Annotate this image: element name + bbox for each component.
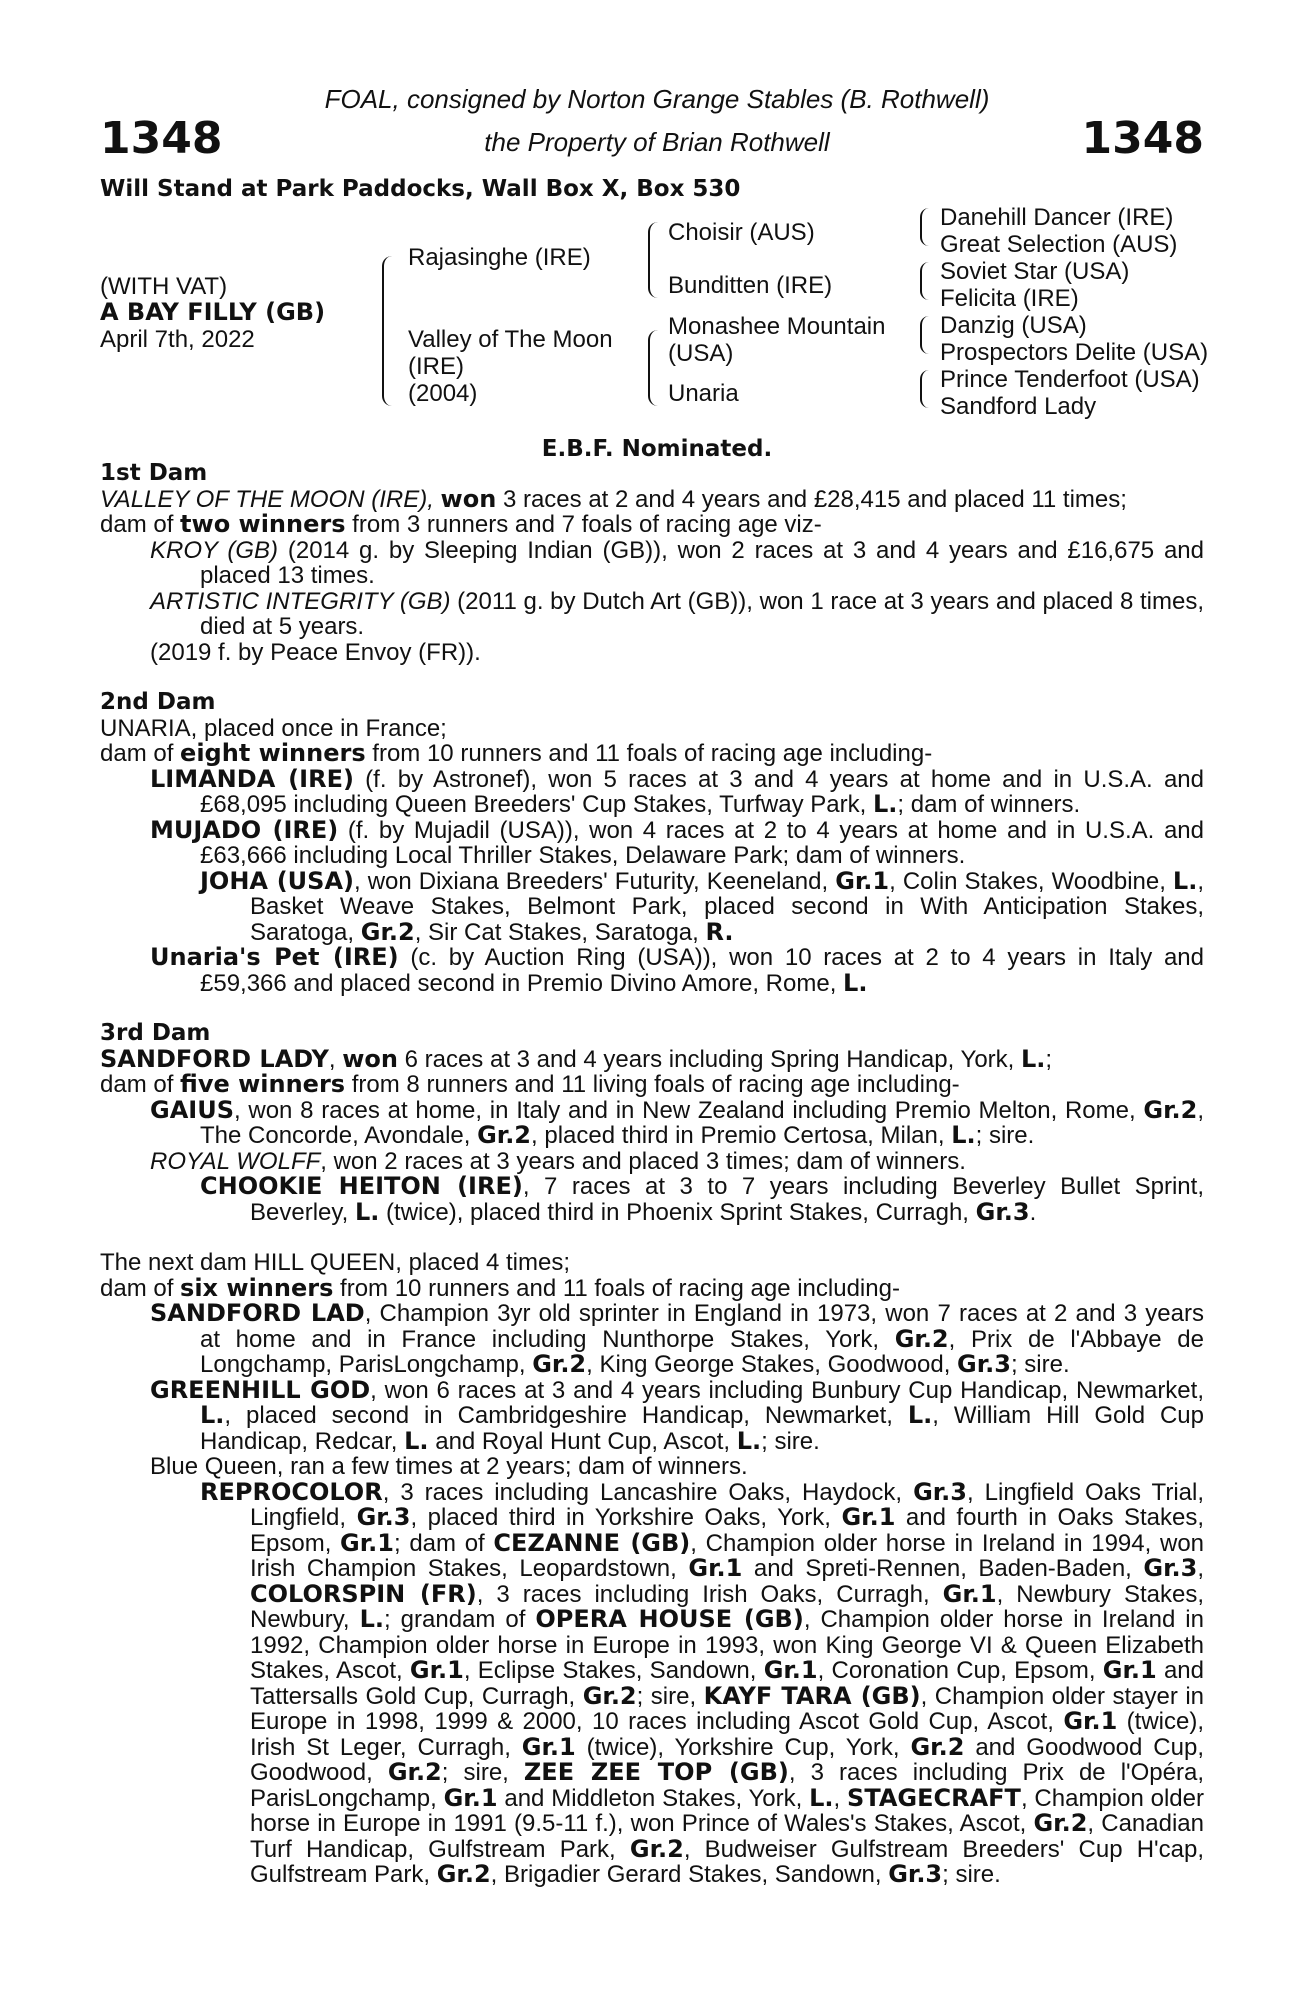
- race-grade: Gr.1: [1102, 1656, 1157, 1684]
- race-grade: Gr.1: [521, 1732, 576, 1761]
- text: , Sir Cat Stakes, Saratoga,: [414, 918, 706, 946]
- text: , William Hill Gold Cup Handicap, Redcar,: [200, 1402, 1204, 1455]
- horse-name: ROYAL WOLFF: [150, 1147, 321, 1175]
- pedigree-sd: Bunditten (IRE): [668, 272, 833, 299]
- race-grade: Gr.2: [387, 1758, 442, 1786]
- text: ; sire,: [441, 1759, 524, 1786]
- horse-name: SANDFORD LADY: [100, 1044, 329, 1073]
- text: , Colin Stakes, Woodbine,: [889, 867, 1173, 895]
- winners-count: eight winners: [180, 739, 366, 767]
- text: ; grandam of: [384, 1606, 536, 1633]
- text: , 7 races at 3 to 7 years including Beverley Bullet Sprint, Beverley,: [250, 1173, 1204, 1226]
- brace-gen1: [382, 256, 394, 406]
- race-grade: Gr.2: [1033, 1809, 1088, 1837]
- produce-royal-wolff: [150, 1149, 1204, 1175]
- pedigree-dam-year: (2004): [408, 380, 478, 407]
- race-grade: Gr.1: [340, 1528, 394, 1557]
- text: , placed third in Yorkshire Oaks, York,: [410, 1504, 842, 1531]
- text: and fourth in Oaks Stakes, Epsom,: [250, 1504, 1204, 1557]
- pedigree-ds-origin: (USA): [668, 340, 734, 367]
- race-grade: Gr.1: [1063, 1707, 1118, 1735]
- horse-name: LIMANDA (IRE): [150, 764, 354, 793]
- pedigree-sire: Rajasinghe (IRE): [408, 244, 591, 271]
- pedigree-dsd: Prospectors Delite (USA): [940, 339, 1209, 366]
- text: , Champion 3yr old sprinter in England in 1973, won 7 races at 2 and 3 years at home and in France including Nunthorpe Stakes, York,: [200, 1300, 1204, 1353]
- produce-reprocolor: [200, 1477, 1205, 1888]
- horse-name: COLORSPIN (FR): [250, 1579, 477, 1608]
- produce-limanda: [150, 764, 1205, 818]
- text: , Lingfield Oaks Trial, Lingfield,: [250, 1478, 1205, 1531]
- pedigree-dam: Valley of The Moon: [408, 326, 613, 353]
- horse-name: MUJADO (IRE): [150, 815, 339, 844]
- race-grade: Gr.2: [436, 1860, 491, 1888]
- won-label: won: [342, 1044, 398, 1073]
- first-dam-heading: 1st Dam: [100, 460, 208, 486]
- race-grade: Gr.2: [894, 1324, 949, 1353]
- pedigree-sds: Soviet Star (USA): [940, 258, 1130, 285]
- text: , Prix de l'Abbaye de Longchamp, ParisLongchamp,: [200, 1325, 1205, 1378]
- race-grade: Gr.2: [629, 1834, 684, 1863]
- horse-name: CEZANNE (GB): [493, 1528, 691, 1557]
- text: dam of: [100, 740, 181, 767]
- winners-count: two winners: [180, 510, 346, 538]
- first-dam-produce-summary: [100, 512, 1204, 538]
- produce-gaius: [150, 1095, 1204, 1149]
- text: , placed second in Cambridgeshire Handicap, Newmarket,: [224, 1402, 908, 1429]
- race-grade: L.: [809, 1783, 834, 1812]
- brace-ss: [920, 208, 929, 246]
- horse-name: KROY (GB): [150, 536, 279, 564]
- text: dam of: [100, 511, 181, 538]
- horse-name: GAIUS: [150, 1095, 234, 1124]
- text: ; sire.: [761, 1427, 820, 1455]
- text: (twice), Yorkshire Cup, York,: [575, 1733, 911, 1761]
- text: (2011 g. by Dutch Art (GB)), won 1 race at 3 years and placed 8 times, died at 5 years.: [200, 587, 1204, 640]
- second-dam-heading: 2nd Dam: [100, 689, 216, 715]
- horse-name: STAGECRAFT: [847, 1783, 1021, 1812]
- text: dam of: [100, 1071, 181, 1098]
- race-grade: Gr.3: [957, 1350, 1011, 1378]
- race-grade: L.: [1021, 1044, 1046, 1073]
- text: (twice), placed third in Phoenix Sprint Stakes, Curragh,: [379, 1198, 976, 1226]
- property-line: the Property of Brian Rothwell: [484, 127, 830, 157]
- race-grade: L.: [907, 1401, 933, 1429]
- race-grade: L.: [951, 1121, 976, 1149]
- text: , Champion older horse in Ireland in 1994, won Irish Champion Stakes, Leopardstown,: [250, 1529, 1205, 1582]
- text: from 3 runners and 7 foals of racing age viz-: [345, 511, 822, 538]
- race-grade: Gr.1: [443, 1783, 498, 1812]
- produce-mujado: [150, 815, 1204, 869]
- text: ,: [833, 1784, 848, 1812]
- produce-kroy: [150, 538, 1204, 589]
- text: ,: [1197, 1555, 1204, 1582]
- second-dam-line: UNARIA, placed once in France;: [100, 714, 447, 742]
- pedigree-ddd: Sandford Lady: [940, 393, 1097, 420]
- text: (twice), Irish St Leger, Curragh,: [250, 1708, 1205, 1761]
- text: , Budweiser Gulfstream Breeders' Cup H'cap, Gulfstream Park,: [250, 1835, 1204, 1888]
- text: , won 6 races at 3 and 4 years including Bunbury Cup Handicap, Newmarket,: [370, 1376, 1204, 1404]
- text: , 3 races including Lancashire Oaks, Haydock,: [382, 1478, 914, 1506]
- horse-name: GREENHILL GOD: [150, 1375, 371, 1404]
- text: ; dam of: [393, 1529, 494, 1557]
- text: , Brigadier Gerard Stakes, Sandown,: [490, 1861, 889, 1888]
- text: and Spreti-Rennen, Baden-Baden,: [742, 1555, 1144, 1582]
- third-dam-produce-summary: [100, 1072, 1204, 1098]
- lot-number-right: 1348: [1081, 113, 1204, 164]
- race-grade: Gr.3: [888, 1860, 943, 1888]
- text: (2014 g. by Sleeping Indian (GB)), won 2 races at 3 and 4 years and £16,675 and placed 13 times.: [200, 536, 1204, 589]
- text: ; sire.: [975, 1122, 1035, 1149]
- text: , Eclipse Stakes, Sandown,: [463, 1657, 764, 1684]
- pedigree-ss: Choisir (AUS): [668, 219, 815, 246]
- text: , Basket Weave Stakes, Belmont Park, placed second in With Anticipation Stakes, Saratoga,: [250, 867, 1205, 946]
- foaling-date: April 7th, 2022: [100, 326, 255, 353]
- next-dam-produce-summary: [100, 1273, 1204, 1302]
- dam-record: 3 races at 2 and 4 years and £28,415 and placed 11 times;: [496, 485, 1127, 513]
- lot-number-left: 1348: [100, 113, 223, 164]
- horse-name: ARTISTIC INTEGRITY (GB): [150, 587, 451, 615]
- text: , King George Stakes, Goodwood,: [586, 1351, 958, 1378]
- stand-location: Will Stand at Park Paddocks, Wall Box X, Box 530: [100, 176, 741, 202]
- text: .: [1029, 1198, 1037, 1226]
- text: and Goodwood Cup, Goodwood,: [250, 1733, 1204, 1786]
- race-grade: Gr.3: [356, 1503, 411, 1531]
- text: from 10 runners and 11 foals of racing age including-: [365, 740, 933, 767]
- pedigree-dd: Unaria: [668, 380, 739, 407]
- race-grade: L.: [736, 1426, 762, 1455]
- text: from 8 runners and 11 living foals of racing age including-: [345, 1071, 960, 1098]
- race-grade: L.: [359, 1605, 385, 1633]
- race-grade: Gr.2: [532, 1350, 587, 1378]
- text: (f. by Astronef), won 5 races at 3 and 4 years at home and in U.S.A. and £68,095 including Queen Breeders' Cup Stakes, Turfway Park,: [200, 765, 1205, 818]
- text: from 10 runners and 11 foals of racing age including-: [333, 1274, 900, 1302]
- text: ; sire.: [942, 1861, 1001, 1888]
- brace-dam: [648, 330, 658, 406]
- text: ;: [1045, 1045, 1053, 1073]
- race-grade: Gr.3: [975, 1197, 1030, 1226]
- pedigree-sdd: Felicita (IRE): [940, 285, 1079, 312]
- horse-name: Unaria's Pet (IRE): [150, 943, 399, 971]
- horse-name: REPROCOLOR: [200, 1477, 383, 1506]
- text: ; sire,: [636, 1682, 704, 1710]
- horse-name: KAYF TARA (GB): [703, 1681, 921, 1710]
- brace-sd: [920, 262, 929, 300]
- text: , 3 races including Irish Oaks, Curragh,: [476, 1580, 943, 1608]
- brace-sire: [648, 222, 658, 298]
- third-dam-line: [100, 1044, 1204, 1073]
- brace-ds: [920, 316, 929, 354]
- race-grade: L.: [843, 968, 868, 997]
- pedigree-dam-origin: (IRE): [408, 353, 464, 380]
- text: (f. by Mujadil (USA)), won 4 races at 2 to 4 years at home and in U.S.A. and £63,666 including Local Thriller Stakes, Delaware Park; dam of winners.: [200, 816, 1204, 869]
- race-grade: Gr.1: [409, 1656, 464, 1684]
- race-grade: L.: [872, 790, 898, 818]
- text: 6 races at 3 and 4 years including Spring Handicap, York,: [397, 1045, 1021, 1073]
- ebf-nominated: E.B.F. Nominated.: [541, 436, 773, 462]
- race-grade: L.: [404, 1426, 429, 1455]
- produce-blue-queen: Blue Queen, ran a few times at 2 years; dam of winners.: [150, 1453, 748, 1480]
- horse-name: ZEE ZEE TOP (GB): [523, 1758, 789, 1786]
- text: and Royal Hunt Cup, Ascot,: [428, 1427, 737, 1455]
- race-grade: Gr.2: [582, 1681, 637, 1710]
- spacer: [100, 665, 1204, 690]
- race-grade: R.: [705, 917, 734, 946]
- first-dam-line: [100, 484, 1204, 513]
- text: ,: [328, 1045, 343, 1073]
- pedigree-ds: Monashee Mountain: [668, 313, 886, 340]
- produce-unarias-pet: [150, 945, 1204, 996]
- text: (c. by Auction Ring (USA)), won 10 races at 2 to 4 years in Italy and £59,366 and placed second in Premio Divino Amore, Rome,: [200, 944, 1204, 997]
- winners-count: five winners: [180, 1070, 346, 1098]
- race-grade: Gr.3: [1143, 1554, 1198, 1582]
- produce-sandford-lad: [150, 1301, 1204, 1378]
- text: ; sire.: [1010, 1351, 1070, 1378]
- race-grade: L.: [1172, 866, 1198, 895]
- catalogue-body: [100, 461, 1204, 1888]
- pedigree-dss: Danzig (USA): [940, 312, 1087, 339]
- race-grade: Gr.1: [835, 866, 890, 895]
- race-grade: Gr.1: [942, 1579, 997, 1608]
- spacer: [100, 1225, 1204, 1250]
- text: , Champion older horse in Europe in 1991 (9.5-11 f.), won Prince of Wales's Stakes, Ascot,: [250, 1784, 1204, 1837]
- dam-name: VALLEY OF THE MOON (IRE),: [100, 485, 441, 513]
- text: , Champion older horse in Ireland in 1992, Champion older horse in Europe in 1993, won King George VI & Queen Elizabeth Stakes, Ascot,: [250, 1606, 1204, 1684]
- race-grade: Gr.2: [910, 1732, 965, 1761]
- race-grade: Gr.1: [841, 1503, 896, 1531]
- produce-greenhill-god: [150, 1375, 1204, 1455]
- produce-chookie-heiton: [200, 1174, 1204, 1225]
- spacer: [100, 996, 1204, 1021]
- text: , Canadian Turf Handicap, Gulfstream Park,: [250, 1810, 1204, 1863]
- consignor-line: FOAL, consigned by Norton Grange Stables (B. Rothwell): [324, 84, 990, 114]
- horse-name: JOHA (USA): [200, 866, 354, 895]
- pedigree-dds: Prince Tenderfoot (USA): [940, 366, 1200, 393]
- text: , won 8 races at home, in Italy and in New Zealand including Premio Melton, Rome,: [233, 1096, 1144, 1124]
- text: , The Concorde, Avondale,: [200, 1096, 1204, 1149]
- race-grade: Gr.3: [913, 1477, 967, 1506]
- text: , Newbury Stakes, Newbury,: [250, 1580, 1204, 1633]
- text: and Tattersalls Gold Cup, Curragh,: [250, 1657, 1204, 1710]
- second-dam-produce-summary: [100, 741, 1204, 767]
- horse-name: SANDFORD LAD: [150, 1299, 365, 1327]
- vat-note: (WITH VAT): [100, 273, 228, 300]
- text: , placed third in Premio Certosa, Milan,: [531, 1122, 952, 1149]
- race-grade: Gr.2: [1143, 1095, 1198, 1124]
- horse-name: CHOOKIE HEITON (IRE): [200, 1172, 523, 1200]
- race-grade: L.: [354, 1197, 380, 1226]
- horse-name: A BAY FILLY (GB): [100, 298, 326, 326]
- text: ; dam of winners.: [897, 791, 1081, 818]
- text: and Middleton Stakes, York,: [497, 1784, 810, 1812]
- race-grade: Gr.1: [763, 1656, 818, 1684]
- winners-count: six winners: [180, 1273, 334, 1302]
- text: , won 2 races at 3 years and placed 3 times; dam of winners.: [320, 1147, 966, 1175]
- third-dam-heading: 3rd Dam: [100, 1020, 211, 1046]
- text: dam of: [100, 1274, 181, 1302]
- won-label: won: [440, 484, 497, 513]
- produce-joha: [200, 866, 1205, 946]
- pedigree-sss: Danehill Dancer (IRE): [940, 204, 1174, 231]
- race-grade: Gr.2: [360, 917, 415, 946]
- brace-dd: [920, 370, 929, 408]
- race-grade: Gr.1: [688, 1554, 743, 1582]
- text: , Champion older stayer in Europe in 1998, 1999 & 2000, 10 races including Ascot Gold Cup, Ascot,: [250, 1682, 1204, 1735]
- text: , 3 races including Prix de l'Opéra, ParisLongchamp,: [250, 1759, 1204, 1812]
- horse-name: OPERA HOUSE (GB): [535, 1605, 804, 1633]
- produce-2019-foal: (2019 f. by Peace Envoy (FR)).: [150, 638, 481, 666]
- text: , Coronation Cup, Epsom,: [817, 1657, 1103, 1684]
- produce-artistic-integrity: [150, 589, 1204, 640]
- race-grade: L.: [200, 1401, 225, 1429]
- text: , won Dixiana Breeders' Futurity, Keeneland,: [354, 867, 836, 895]
- race-grade: Gr.2: [477, 1121, 532, 1149]
- pedigree-ssd: Great Selection (AUS): [940, 231, 1178, 258]
- next-dam-line: The next dam HILL QUEEN, placed 4 times;: [100, 1249, 570, 1276]
